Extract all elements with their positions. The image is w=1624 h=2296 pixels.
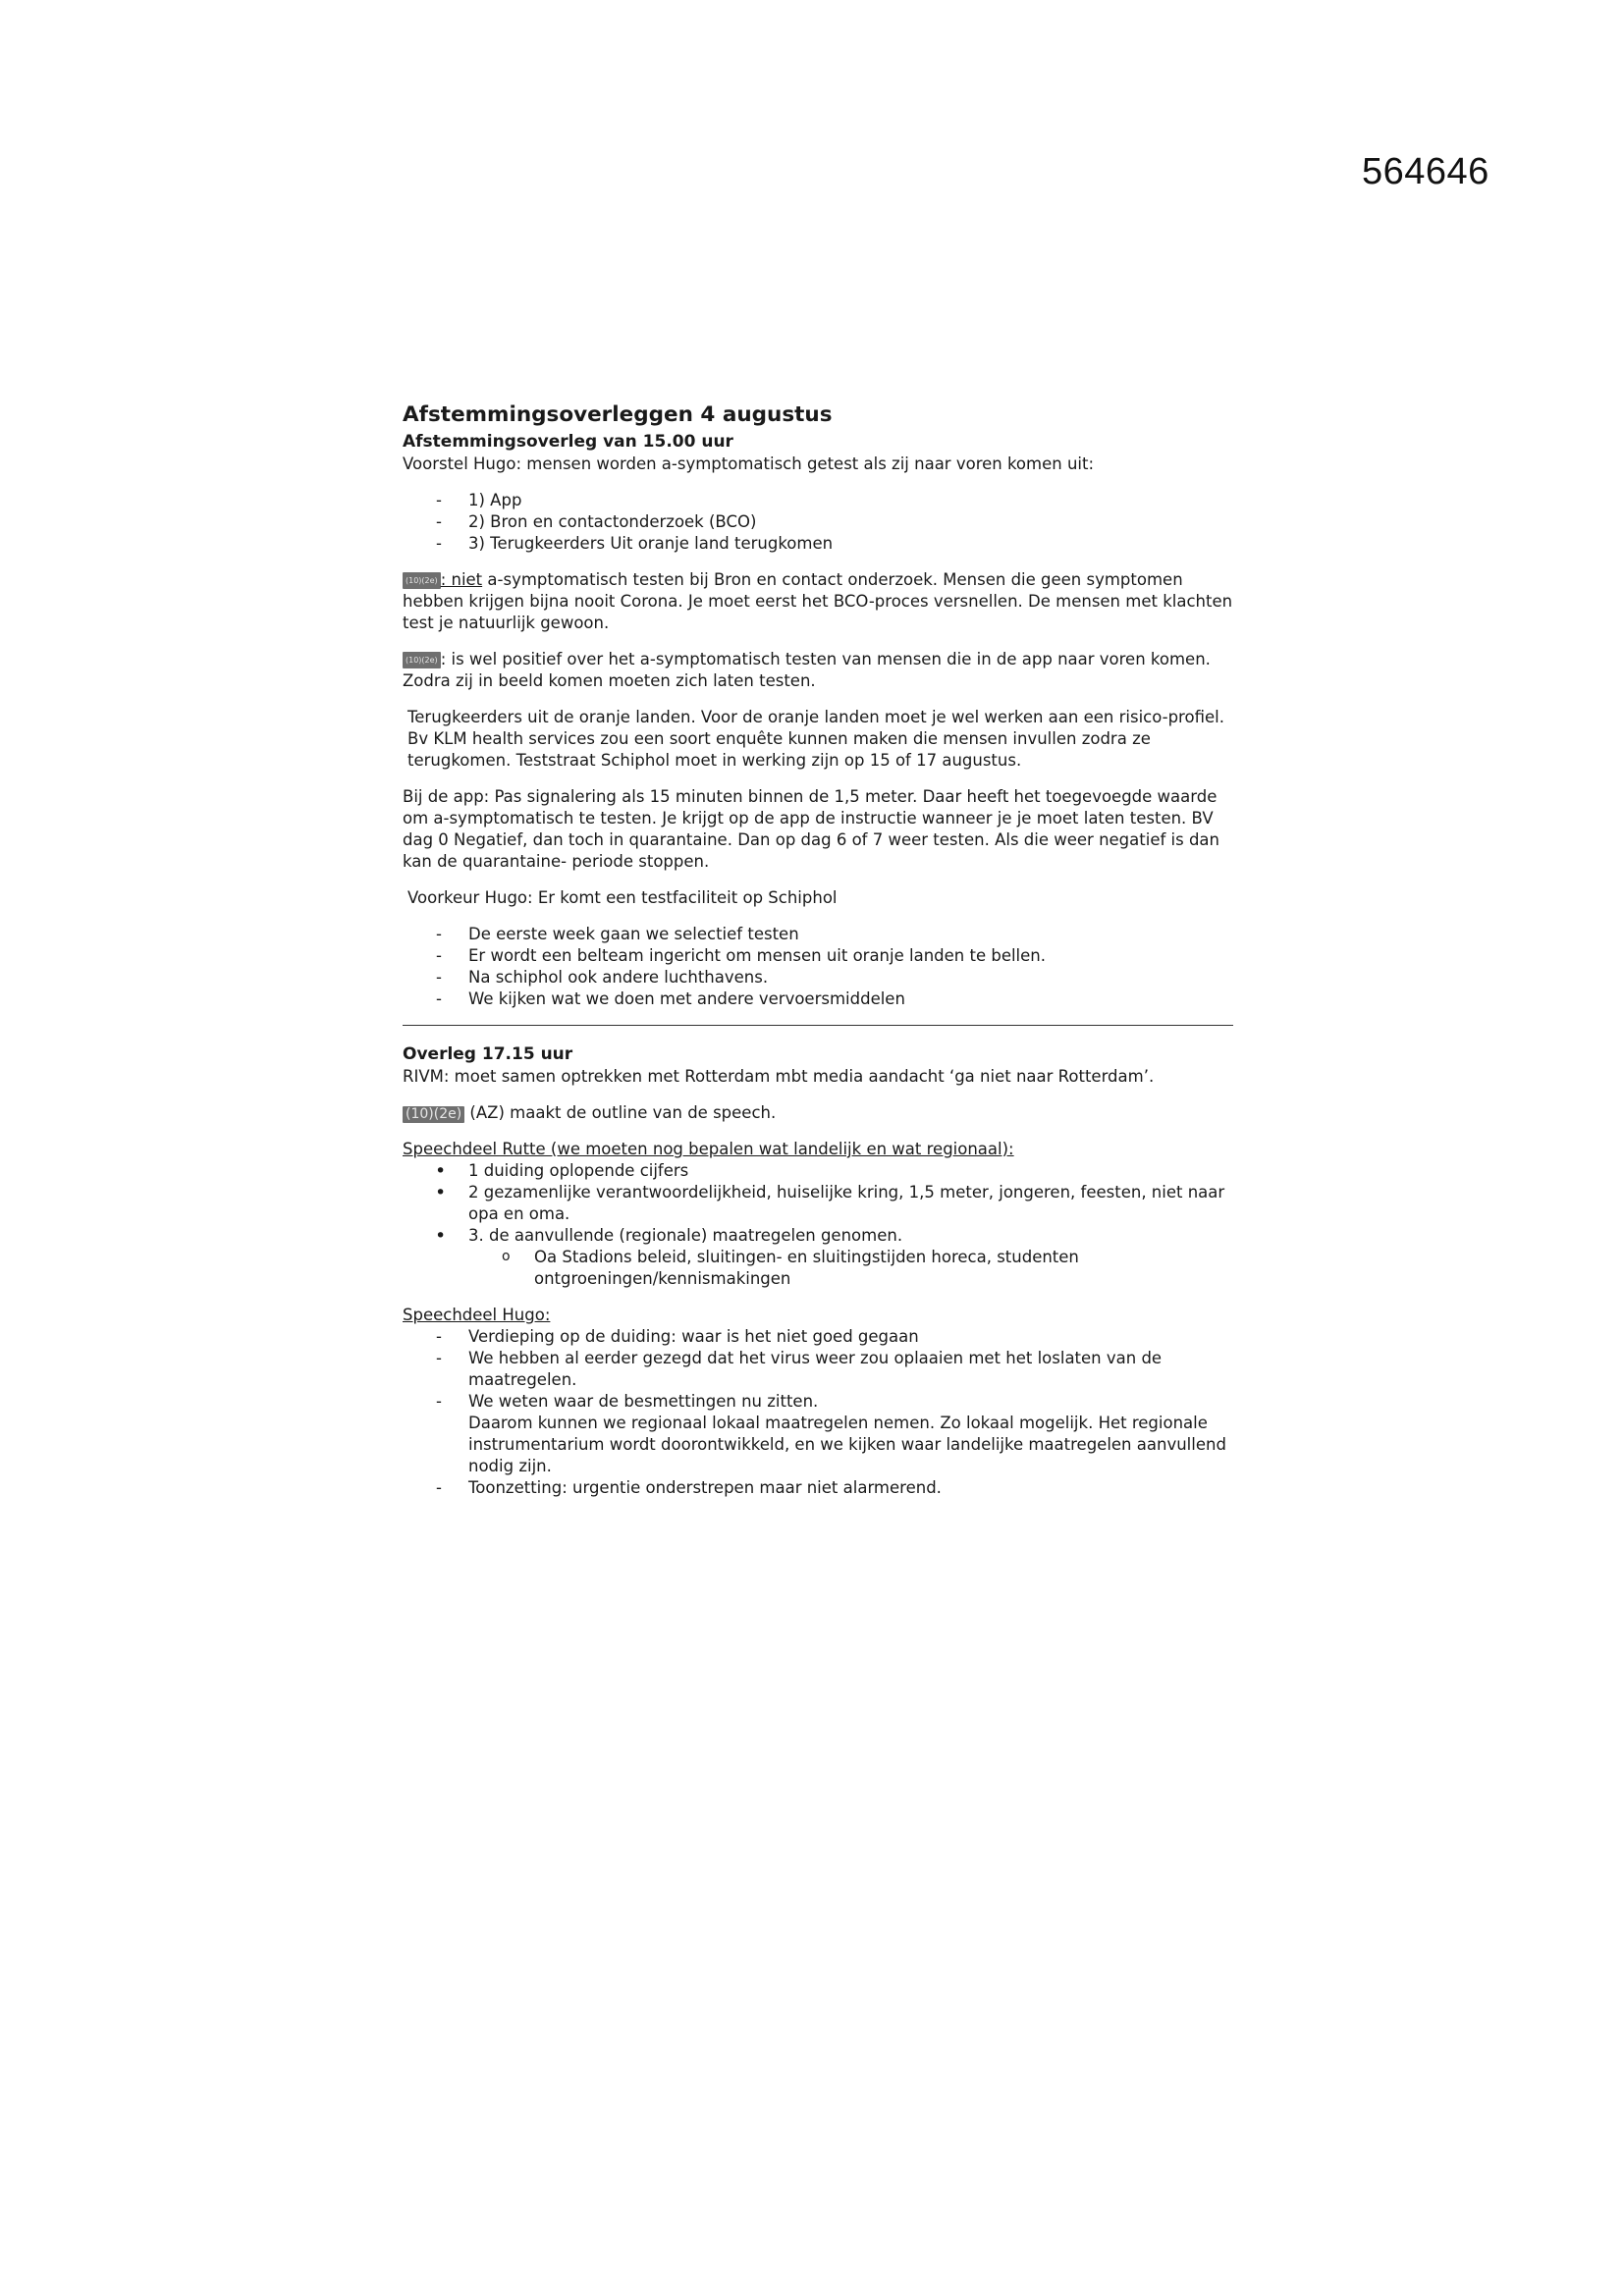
redaction-box: (10)(2e) xyxy=(403,1106,464,1123)
paragraph-app xyxy=(403,649,1239,692)
document-number: 564646 xyxy=(1362,151,1489,192)
list-item-text: 3. de aanvullende (regionale) maatregelen genomen. xyxy=(468,1226,903,1245)
redaction-box: (10)(2e) xyxy=(403,572,441,589)
paragraph-text: (AZ) maakt de outline van de speech. xyxy=(464,1103,777,1122)
paragraph-returnees: Terugkeerders uit de oranje landen. Voor de oranje landen moet je wel werken aan een risico-profiel. Bv KLM health services zou een soort enquête kunnen maken die mensen invullen zodra ze terugkomen. Teststraat Schiphol moet in werking zijn op 15 of 17 augustus. xyxy=(407,708,1224,770)
list-item: - Er wordt een belteam ingericht om mensen uit oranje landen te bellen. xyxy=(403,945,1239,967)
emphasis-niet: : niet xyxy=(440,570,483,589)
paragraph-outline xyxy=(403,1102,1239,1124)
page-title: Afstemmingsoverleggen 4 augustus xyxy=(403,402,833,427)
hugo-speech-list xyxy=(403,1326,1239,1499)
rutte-speech-heading: Speechdeel Rutte (we moeten nog bepalen wat landelijk en wat regionaal): xyxy=(403,1140,1014,1158)
preference-heading: Voorkeur Hugo: Er komt een testfaciliteit op Schiphol xyxy=(407,888,838,907)
sub-list-item: o Oa Stadions beleid, sluitingen- en sluitingstijden horeca, studenten ontgroeningen/kennismakingen xyxy=(468,1247,1239,1290)
meeting1-intro: Voorstel Hugo: mensen worden a-symptomatisch getest als zij naar voren komen uit: xyxy=(403,454,1095,473)
list-item: - We hebben al eerder gezegd dat het virus weer zou oplaaien met het loslaten van de maatregelen. xyxy=(403,1348,1239,1391)
list-item: - 2) Bron en contactonderzoek (BCO) xyxy=(403,511,1239,533)
meeting1-heading: Afstemmingsoverleg van 15.00 uur xyxy=(403,432,733,452)
list-item: - Na schiphol ook andere luchthavens. xyxy=(403,967,1239,988)
meeting2-heading: Overleg 17.15 uur xyxy=(403,1044,573,1064)
list-item: - 1) App xyxy=(403,490,1239,511)
paragraph-text: a-symptomatisch testen bij Bron en contact onderzoek. Mensen die geen symptomen hebben krijgen bijna nooit Corona. Je moet eerst het BCO-proces versnellen. De mensen met klachten test je natuurlijk gewoon. xyxy=(403,570,1233,632)
section-divider xyxy=(403,1025,1233,1026)
paragraph-bco xyxy=(403,569,1239,634)
list-item xyxy=(403,1225,1239,1290)
meeting1-list xyxy=(403,490,1239,555)
list-item: - 3) Terugkeerders Uit oranje land terugkomen xyxy=(403,533,1239,555)
hugo-speech-heading: Speechdeel Hugo: xyxy=(403,1306,551,1324)
redaction-box: (10)(2e) xyxy=(403,652,441,668)
preference-list xyxy=(403,924,1239,1010)
list-item: - We weten waar de besmettingen nu zitten. xyxy=(403,1391,1239,1413)
list-item: • 1 duiding oplopende cijfers xyxy=(403,1160,1239,1182)
rutte-speech-list xyxy=(403,1160,1239,1290)
list-item: - Toonzetting: urgentie onderstrepen maar niet alarmerend. xyxy=(403,1477,1239,1499)
paragraph-rivm: RIVM: moet samen optrekken met Rotterdam mbt media aandacht ‘ga niet naar Rotterdam’. xyxy=(403,1067,1155,1086)
paragraph-text: : is wel positief over het a-symptomatisch testen van mensen die in de app naar voren komen. Zodra zij in beeld komen moeten zich laten testen. xyxy=(403,650,1211,690)
list-item: Daarom kunnen we regionaal lokaal maatregelen nemen. Zo lokaal mogelijk. Het regionale instrumentarium wordt doorontwikkeld, en we kijken waar landelijke maatregelen aanvullend nodig zijn. xyxy=(468,1414,1226,1475)
list-item: • 2 gezamenlijke verantwoordelijkheid, huiselijke kring, 1,5 meter, jongeren, feesten, niet naar opa en oma. xyxy=(403,1182,1239,1225)
list-item: - Verdieping op de duiding: waar is het niet goed gegaan xyxy=(403,1326,1239,1348)
rutte-sub-list xyxy=(468,1247,1239,1290)
list-item: - We kijken wat we doen met andere vervoersmiddelen xyxy=(403,988,1239,1010)
paragraph-app-signal: Bij de app: Pas signalering als 15 minuten binnen de 1,5 meter. Daar heeft het toegevoegde waarde om a-symptomatisch te testen. Je krijgt op de app de instructie wanneer je je moet laten testen. BV dag 0 Negatief, dan toch in quarantaine. Dan op dag 6 of 7 weer testen. Als die weer negatief is dan kan de quarantaine- periode stoppen. xyxy=(403,787,1219,871)
document-body xyxy=(403,400,1239,1514)
list-item: - De eerste week gaan we selectief testen xyxy=(403,924,1239,945)
